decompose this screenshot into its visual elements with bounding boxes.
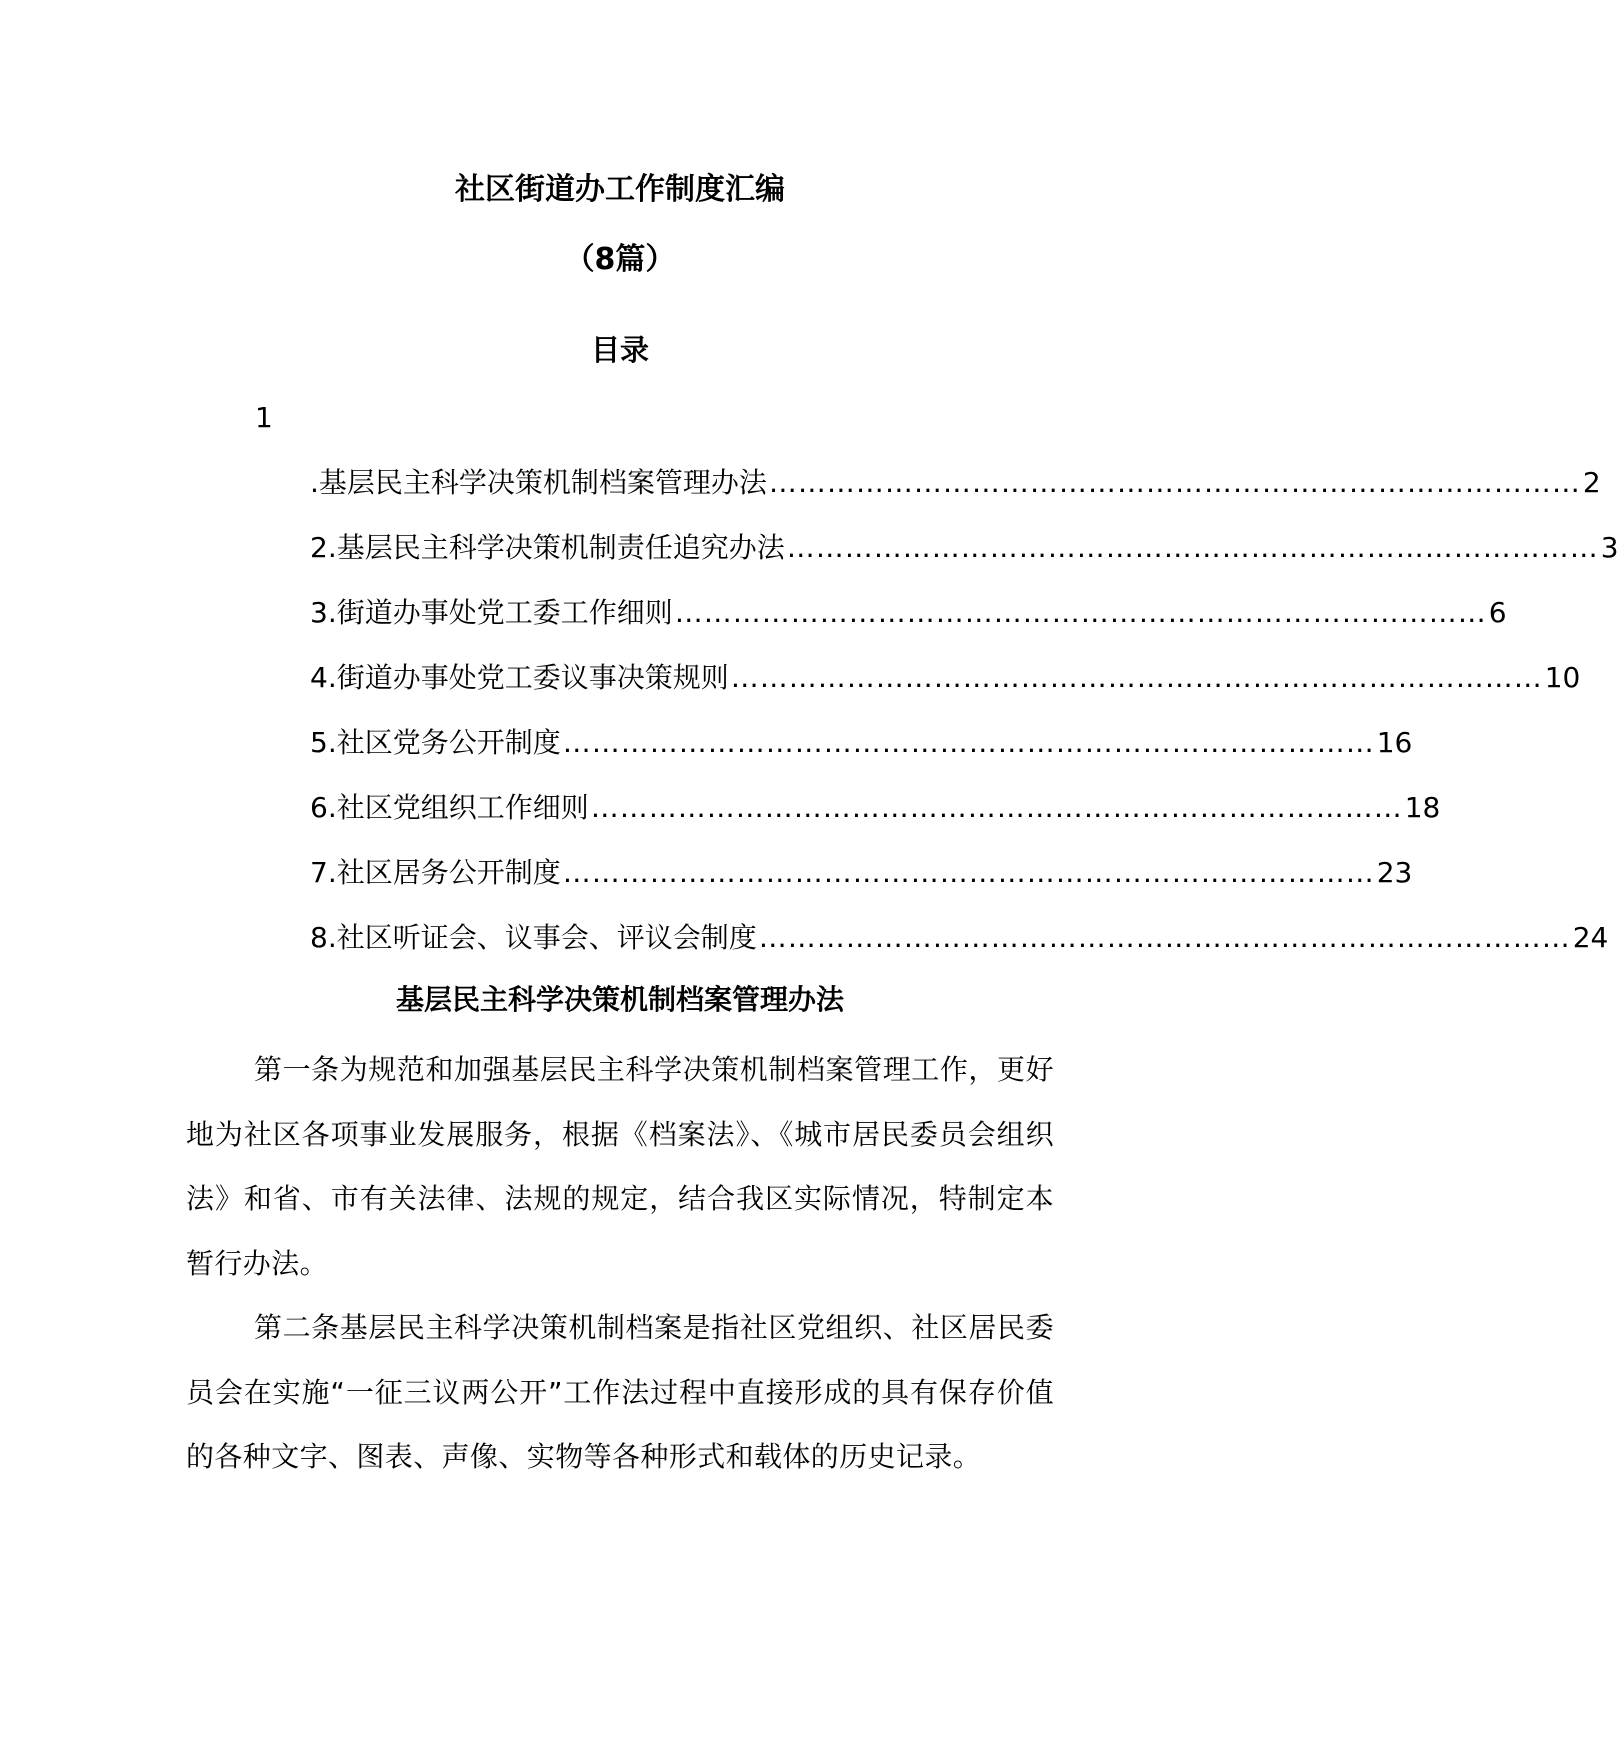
toc-entry[interactable] <box>310 723 1413 788</box>
section-heading: 基层民主科学决策机制档案管理办法 <box>395 983 844 1016</box>
toc-entry[interactable] <box>310 853 1413 918</box>
toc-entry[interactable] <box>310 918 1609 983</box>
toc-page-number: 24 <box>1572 921 1609 954</box>
toc-entry-label: .基层民主科学决策机制档案管理办法 <box>310 466 767 499</box>
toc-entry-label: 5.社区党务公开制度 <box>310 726 561 759</box>
toc-page-number: 18 <box>1404 791 1441 824</box>
table-of-contents <box>310 463 1619 983</box>
toc-heading: 目录 <box>590 333 649 367</box>
document-title: 社区街道办工作制度汇编 <box>455 172 785 207</box>
toc-page-number: 10 <box>1544 661 1581 694</box>
toc-dot-leader: ………………………………………………………………………… <box>768 466 1581 499</box>
toc-entry[interactable] <box>310 463 1601 528</box>
toc-entry[interactable] <box>310 528 1619 593</box>
article-paragraph: 第一条为规范和加强基层民主科学决策机制档案管理工作，更好地为社区各项事业发展服务，根据《档案法》、《城市居民委员会组织法》和省、市有关法律、法规的规定，结合我区实际情况，特制定本暂行办法。 <box>186 1053 1054 1280</box>
document-subtitle: （8篇） <box>564 242 676 277</box>
toc-dot-leader: ………………………………………………………………………… <box>562 856 1375 889</box>
toc-entry-label: 3.街道办事处党工委工作细则 <box>310 596 673 629</box>
toc-dot-leader: ………………………………………………………………………… <box>730 661 1543 694</box>
toc-entry-label: 2.基层民主科学决策机制责任追究办法 <box>310 531 785 564</box>
toc-dot-leader: ………………………………………………………………………… <box>758 921 1571 954</box>
toc-number: 1 <box>255 401 273 434</box>
toc-dot-leader: ………………………………………………………………………… <box>786 531 1599 564</box>
article-paragraph: 第二条基层民主科学决策机制档案是指社区党组织、社区居民委员会在实施“一征三议两公开”工作法过程中直接形成的具有保存价值的各种文字、图表、声像、实物等各种形式和载体的历史记录。 <box>186 1311 1054 1473</box>
toc-entry[interactable] <box>310 593 1507 658</box>
toc-dot-leader: ………………………………………………………………………… <box>590 791 1403 824</box>
toc-entry[interactable] <box>310 788 1441 853</box>
toc-dot-leader: ………………………………………………………………………… <box>674 596 1487 629</box>
toc-entry-label: 7.社区居务公开制度 <box>310 856 561 889</box>
toc-page-number: 3 <box>1600 531 1619 564</box>
toc-entry-label: 4.街道办事处党工委议事决策规则 <box>310 661 729 694</box>
toc-entry[interactable] <box>310 658 1581 723</box>
toc-dot-leader: ………………………………………………………………………… <box>562 726 1375 759</box>
toc-page-number: 16 <box>1376 726 1413 759</box>
toc-page-number: 23 <box>1376 856 1413 889</box>
toc-page-number: 6 <box>1488 596 1507 629</box>
toc-entry-label: 8.社区听证会、议事会、评议会制度 <box>310 921 757 954</box>
toc-entry-label: 6.社区党组织工作细则 <box>310 791 589 824</box>
toc-page-number: 2 <box>1582 466 1601 499</box>
